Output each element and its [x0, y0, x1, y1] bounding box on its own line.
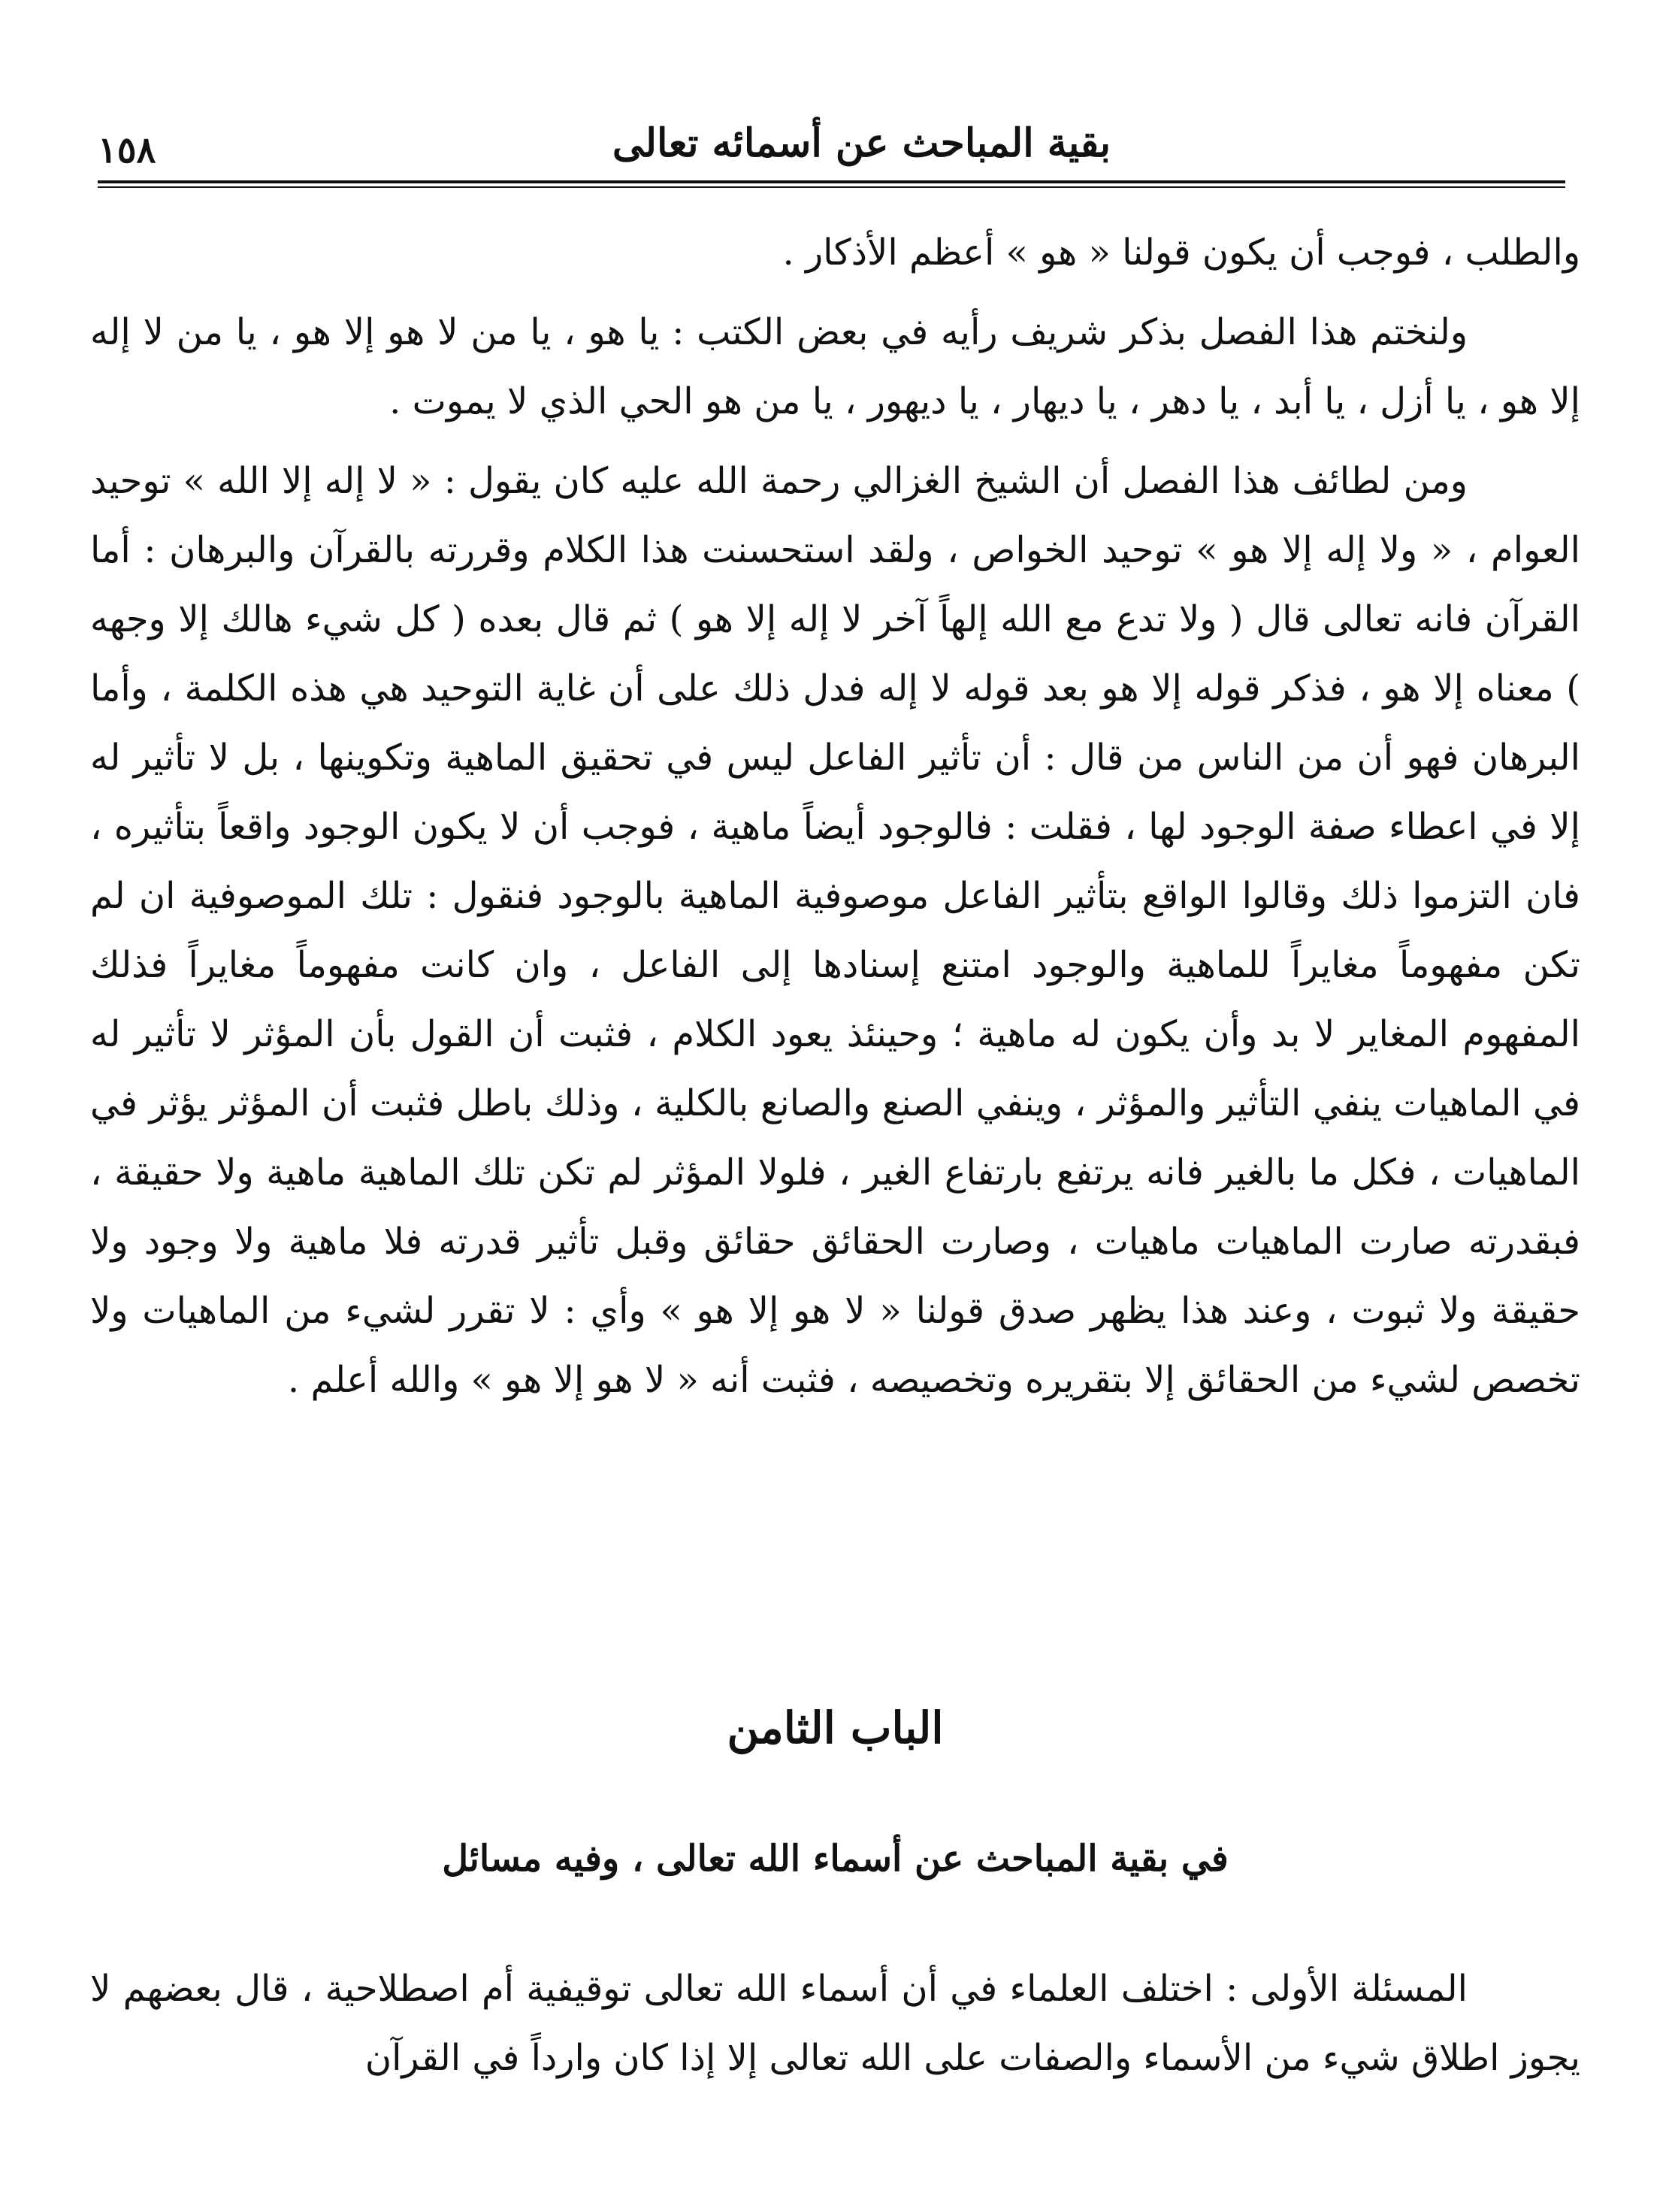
- running-head: [98, 113, 1565, 180]
- paragraph-4: المسئلة الأولى : اختلف العلماء في أن أسماء الله تعالى توقيفية أم اصطلاحية ، قال بعضهم لا يجوز اطلاق شيء من الأسماء والصفات على الله تعالى إلا إذا كان وارداً في القرآن: [90, 1968, 1580, 2079]
- running-head-title: بقية المباحث عن أسمائه تعالى: [612, 120, 1111, 166]
- paragraph-1: والطلب ، فوجب أن يكون قولنا « هو » أعظم الأذكار .: [782, 231, 1580, 274]
- chapter-subtitle: في بقية المباحث عن أسماء الله تعالى ، وفيه مسائل: [442, 1838, 1229, 1880]
- main-text: [90, 218, 1580, 1425]
- paragraph-2: ولنختم هذا الفصل بذكر شريف رأيه في بعض الكتب : يا هو ، يا من لا هو إلا هو ، يا من لا إله إلا هو ، يا أزل ، يا أبد ، يا دهر ، يا ديهار ، يا ديهور ، يا من هو الحي الذي لا يموت .: [90, 311, 1580, 422]
- header-rule: [98, 180, 1565, 183]
- page-number: ١٥٨: [98, 129, 156, 171]
- header-rule-thin: [98, 186, 1565, 188]
- section-text: [90, 1954, 1580, 2092]
- paragraph-3: ومن لطائف هذا الفصل أن الشيخ الغزالي رحمة الله عليه كان يقول : « لا إله إلا الله » توحيد العوام ، « ولا إله إلا هو » توحيد الخواص ، ولقد استحسنت هذا الكلام وقررته بالقرآن والبرهان : أما القرآن فانه تعالى قال ( ولا تدع مع الله إلهاً آخر لا إله إلا هو ) ثم قال بعده ( كل شيء هالك إلا وجهه ) معناه إلا هو ، فذكر قوله إلا هو بعد قوله لا إله فدل ذلك على أن غاية التوحيد هي هذه الكلمة ، وأما البرهان فهو أن من الناس من قال : أن تأثير الفاعل ليس في تحقيق الماهية وتكوينها ، بل لا تأثير له إلا في اعطاء صفة الوجود لها ، فقلت : فالوجود أيضاً ماهية ، فوجب أن لا يكون الوجود واقعاً بتأثيره ، فان التزموا ذلك وقالوا الواقع بتأثير الفاعل موصوفية الماهية بالوجود فنقول : تلك الموصوفية ان لم تكن مفهوماً مغايراً للماهية والوجود امتنع إسنادها إلى الفاعل ، وان كانت مفهوماً مغايراً فذلك المفهوم المغاير لا بد وأن يكون له ماهية ؛ وحينئذ يعود الكلام ، فثبت أن القول بأن المؤثر لا تأثير له في الماهيات ينفي التأثير والمؤثر ، وينفي الصنع والصانع بالكلية ، وذلك باطل فثبت أن المؤثر يؤثر في الماهيات ، فكل ما بالغير فانه يرتفع بارتفاع الغير ، فلولا المؤثر لم تكن تلك الماهية ماهية ولا حقيقة ، فبقدرته صارت الماهيات ماهيات ، وصارت الحقائق حقائق وقبل تأثير قدرته فلا ماهية ولا وجود ولا حقيقة ولا ثبوت ، وعند هذا يظهر صدق قولنا « لا هو إلا هو » وأي : لا تقرر لشيء من الماهيات ولا تخصص لشيء من الحقائق إلا بتقريره وتخصيصه ، فثبت أنه « لا هو إلا هو » والله أعلم .: [90, 460, 1581, 1401]
- chapter-title: الباب الثامن: [727, 1702, 944, 1754]
